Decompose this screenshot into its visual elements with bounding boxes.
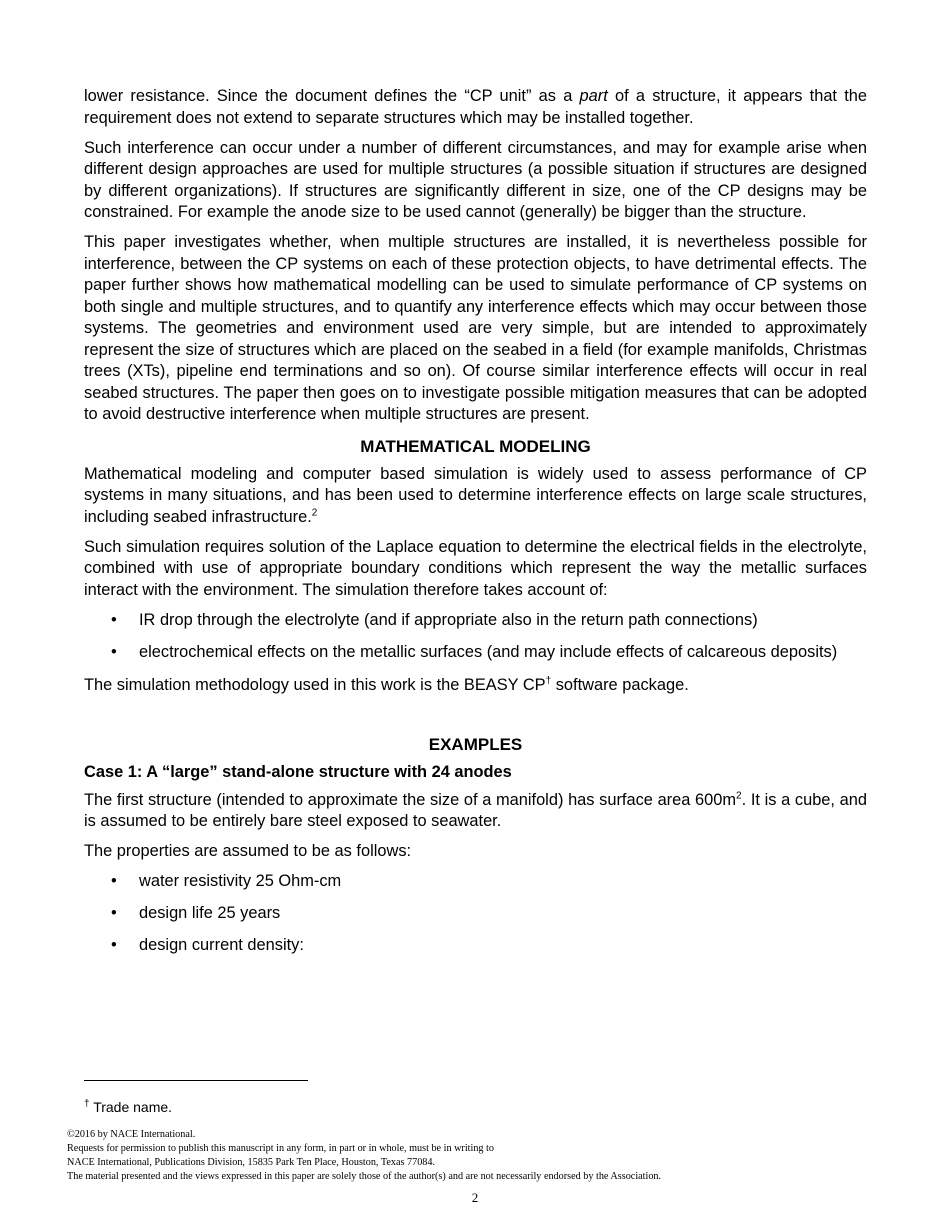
copyright-notice bbox=[67, 1128, 887, 1184]
case-heading: Case 1: A “large” stand-alone structure with 24 anodes bbox=[84, 763, 512, 781]
reference-superscript: 2 bbox=[311, 507, 318, 519]
body-text bbox=[84, 86, 867, 967]
bullet-icon: • bbox=[111, 872, 117, 890]
examples-paragraph-2: The properties are assumed to be as follows: bbox=[84, 842, 412, 860]
copyright-line: Requests for permission to publish this manuscript in any form, in part or in whole, must be in writing to bbox=[67, 1143, 494, 1154]
bullet-icon: • bbox=[111, 936, 117, 954]
intro-paragraph-3: This paper investigates whether, when multiple structures are installed, it is nevertheless possible for interference, between the CP systems on each of these protection objects, to have detrimental effects. The paper further shows how mathematical modelling can be used to simulate performance of CP systems on both single and multiple structures, and to quantify any interference effects which may occur between those systems. The geometries and environment used are very simple, but are intended to approximately represent the size of structures which are placed on the seabed in a field (for example manifolds, Christmas trees (XTs), pipeline end terminations and so on). Of course similar interference effects will occur in real seabed structures. The paper then goes on to investigate possible mitigation measures that can be adopted to avoid destructive interference when multiple structures are present. bbox=[84, 233, 867, 423]
squared-superscript: 2 bbox=[736, 790, 742, 802]
bullet-icon: • bbox=[111, 643, 117, 661]
list-item: • design life 25 years bbox=[84, 903, 867, 925]
bullet-icon: • bbox=[111, 904, 117, 922]
list-item: • IR drop through the electrolyte (and if appropriate also in the return path connections) bbox=[84, 610, 867, 632]
modeling-bullet-list bbox=[84, 610, 867, 664]
footnote-divider bbox=[84, 1080, 308, 1081]
modeling-paragraph-2: Such simulation requires solution of the Laplace equation to determine the electrical fields in the electrolyte, combined with use of appropriate boundary conditions which represent the way the metallic surfaces interact with the environment. The simulation therefore takes account of: bbox=[84, 537, 867, 599]
copyright-line: ©2016 by NACE International. bbox=[67, 1129, 196, 1140]
intro-paragraph-2: Such interference can occur under a number of different circumstances, and may for example arise when different design approaches are used for multiple structures (a possible situation if structures are designed by different organizations). If structures are significantly different in size, one of the CP designs may be constrained. For example the anode size to be used cannot (generally) be bigger than the structure. bbox=[84, 138, 867, 221]
footnote: † Trade name. bbox=[84, 1098, 173, 1115]
bullet-icon: • bbox=[111, 610, 117, 629]
copyright-line: NACE International, Publications Division, 15835 Park Ten Place, Houston, Texas 77084. bbox=[67, 1157, 436, 1168]
modeling-paragraph-3: The simulation methodology used in this work is the BEASY CP† software package. bbox=[84, 675, 689, 694]
section-heading-modeling: MATHEMATICAL MODELING bbox=[360, 436, 591, 456]
modeling-paragraph-1: Mathematical modeling and computer based simulation is widely used to assess performance of CP systems in many situations, and has been used to determine interference effects on large scale structures, including seabed infrastructure.$^2$ bbox=[84, 464, 867, 526]
section-heading-examples: EXAMPLES bbox=[428, 735, 523, 754]
page-number: 2 bbox=[471, 1190, 479, 1205]
list-item: • design current density: bbox=[84, 935, 867, 957]
dagger-superscript: † bbox=[545, 675, 552, 687]
list-item: • water resistivity 25 Ohm-cm bbox=[84, 871, 867, 893]
footnote-dagger: † bbox=[84, 1098, 90, 1110]
list-item: • electrochemical effects on the metallic surfaces (and may include effects of calcareous deposits) bbox=[84, 642, 867, 664]
emphasis-part: part bbox=[579, 87, 608, 105]
intro-paragraph-1: lower resistance. Since the document defines the “CP unit” as a part of a structure, it appears that the requirement does not extend to separate structures which may be installed together. bbox=[84, 87, 867, 127]
properties-bullet-list bbox=[84, 871, 867, 957]
copyright-line: The material presented and the views expressed in this paper are solely those of the author(s) and are not necessarily endorsed by the Association. bbox=[67, 1171, 662, 1182]
examples-paragraph-1: The first structure (intended to approximate the size of a manifold) has surface area $600m^2$. It is a cube, and is assumed to be entirely bare steel exposed to seawater. bbox=[84, 790, 867, 830]
